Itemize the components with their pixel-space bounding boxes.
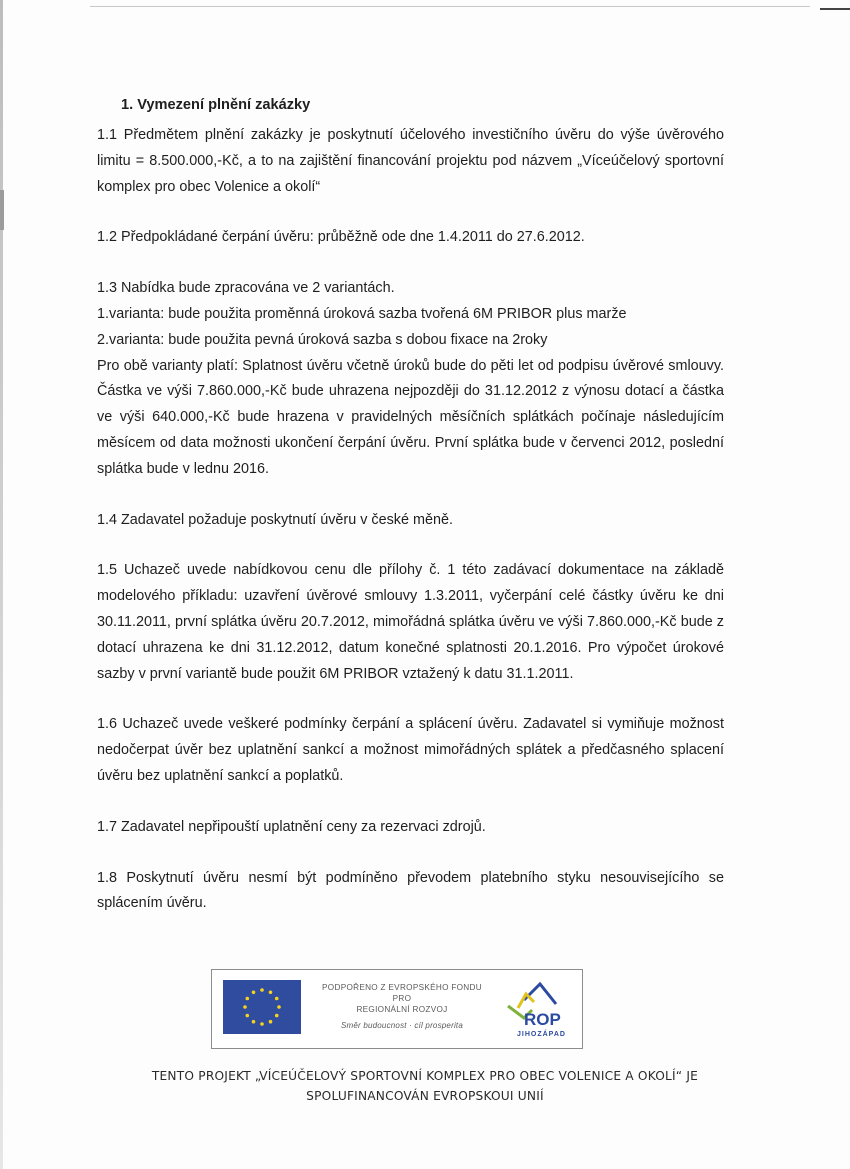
paragraph-1-7: 1.7 Zadavatel nepřipouští uplatnění ceny za rezervaci zdrojů. (97, 818, 486, 835)
paragraph-1-6: 1.6 Uchazeč uvede veškeré podmínky čerpání a splácení úvěru. Zadavatel si vymiňuje možnost nedočerpat úvěr bez uplatnění sankcí a možnost mimořádných splátek a předčasného splacení úvěru bez uplatnění sankcí a poplatků. (97, 716, 724, 784)
eu-star (269, 990, 273, 994)
footer-line-2: SPOLUFINANCOVÁN EVROPSKOUI UNIÍ (306, 1089, 544, 1103)
paragraph-1-3-variant-2: 2.varianta: bude použita pevná úroková sazba s dobou fixace na 2roky (97, 331, 548, 348)
footer-cofinancing-note (100, 1066, 750, 1106)
fund-line-3: REGIONÁLNÍ ROZVOJ (356, 1005, 448, 1014)
document-body (97, 97, 724, 917)
footer-line-1: TENTO PROJEKT „VÍCEÚČELOVÝ SPORTOVNÍ KOMPLEX PRO OBEC VOLENICE A OKOLÍ“ JE (151, 1069, 699, 1083)
eu-star (260, 988, 264, 992)
paragraph-1-3-both: Pro obě varianty platí: Splatnost úvěru včetně úroků bude do pěti let od podpisu úvěrové smlouvy. Částka ve výši 7.860.000,-Kč bude uhrazena nejpozději do 31.12.2012 z výnosu dotací a částka ve výši 640.000,-Kč bude hrazena v pravidelných měsíčních splátkách počínaje následujícím měsícem od data možnosti ukončení čerpání úvěru. První splátka bude v červenci 2012, poslední splátka bude v lednu 2016. (97, 357, 724, 477)
scan-edge (0, 0, 3, 1169)
scan-line (90, 6, 810, 7)
fund-line-1: PODPOŘENO Z EVROPSKÉHO FONDU (322, 983, 482, 992)
rop-subtitle: JIHOZÁPAD (517, 1031, 566, 1038)
eu-star (275, 1014, 279, 1018)
paragraph-1-4: 1.4 Zadavatel požaduje poskytnutí úvěru v české měně. (97, 511, 453, 528)
eu-funding-logo-box (211, 969, 583, 1049)
eu-star (269, 1020, 273, 1024)
eu-flag-icon (223, 980, 301, 1034)
rop-wordmark: ROP (524, 1010, 561, 1029)
eu-star (275, 997, 279, 1001)
eu-star (252, 990, 256, 994)
paragraph-1-1: 1.1 Předmětem plnění zakázky je poskytnutí účelového investičního úvěru do výše úvěrového limitu = 8.500.000,-Kč, a to na zajištění financování projektu pod názvem „Víceúčelový sportovní komplex pro obec Volenice a okolí“ (97, 127, 724, 195)
paragraph-1-2: 1.2 Předpokládané čerpání úvěru: průběžně ode dne 1.4.2011 do 27.6.2012. (97, 229, 585, 246)
eu-star (252, 1020, 256, 1024)
paragraph-1-8: 1.8 Poskytnutí úvěru nesmí být podmíněno převodem platebního styku nesouvisejícího se splácením úvěru. (97, 869, 724, 912)
fund-text (307, 982, 497, 1031)
fund-motto: Směr budoucnost · cíl prosperita (340, 1021, 463, 1030)
scan-mark (820, 8, 850, 10)
section-heading: 1. Vymezení plnění zakázky (121, 97, 311, 113)
scan-mark (0, 190, 4, 230)
eu-star (260, 1022, 264, 1026)
eu-star (243, 1005, 247, 1009)
paragraph-1-5: 1.5 Uchazeč uvede nabídkovou cenu dle přílohy č. 1 této zadávací dokumentace na základě modelového příkladu: uzavření úvěrové smlouvy 1.3.2011, vyčerpání celé částky úvěru ke dni 30.11.2011, první splátka úvěru 20.7.2012, mimořádná splátka úvěru ve výši 7.860.000,-Kč bude z dotací uhrazena ke dni 31.12.2012, datum konečné splatnosti 20.1.2016. Pro výpočet úrokové sazby v první variantě bude použit 6M PRIBOR vztažený k datu 31.1.2011. (97, 562, 724, 682)
eu-star (245, 1014, 249, 1018)
eu-star (245, 997, 249, 1001)
eu-star (277, 1005, 281, 1009)
fund-line-2: PRO (392, 994, 412, 1003)
eu-stars (223, 980, 301, 1034)
paragraph-1-3-intro: 1.3 Nabídka bude zpracována ve 2 variantách. (97, 280, 395, 297)
paragraph-1-3-variant-1: 1.varianta: bude použita proměnná úroková sazba tvořená 6M PRIBOR plus marže (97, 305, 627, 322)
